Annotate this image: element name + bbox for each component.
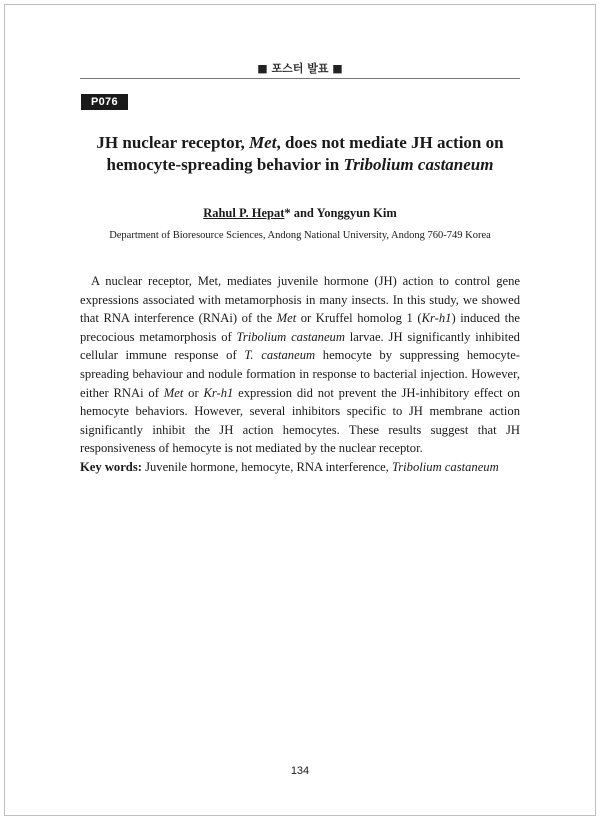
abstract-italic-4: T. castaneum [244,348,316,363]
abstract-italic-1: Met [276,311,297,326]
abstract-seg-1: A nuclear receptor, Met, mediates juvenile hormone (JH) action to control gene expressions associated with metamorphosis in many insects. In this study, we showed that RNA interference (RNAi) of the [80,274,520,326]
title-italic-species: Tribolium castaneum [343,155,494,174]
author-presenter: Rahul P. Hepat [203,206,285,220]
title-part-1: JH nuclear receptor, [96,133,250,152]
abstract-seg-6: or [183,385,204,400]
affiliation: Department of Bioresource Sciences, Andong National University, Andong 760-749 Korea [109,230,491,241]
page-number: 134 [290,765,310,777]
abstract-seg-4: larvae. JH significantly inhibited cellular immune response of [80,329,520,363]
abstract-italic-6: Kr-h1 [203,385,234,400]
abstract-seg-2: or Kruffel homolog 1 ( [296,311,422,326]
abstract-seg-3: ) induced the precocious metamorphosis of [80,311,520,344]
author-coauthor: Yonggyun Kim [316,206,397,220]
keywords-line [80,460,520,475]
section-header [0,60,600,76]
abstract-seg-7: expression did not prevent the JH-inhibitory effect on hemocyte behaviors. However, several inhibitors specific to JH membrane action significantly inhibit the JH action hemocytes. These results suggest that JH responsiveness of hemocyte is not mediated by the nuclear receptor. [80,385,520,456]
author-connector: and [290,206,317,220]
abstract-italic-3: Tribolium castaneum [236,329,345,344]
title-part-2: , does not mediate JH action on hemocyte-spreading behavior in [106,133,504,174]
keywords-label: Key words: [80,460,142,474]
poster-code-badge: P076 [81,94,128,110]
abstract-italic-2: Kr-h1 [421,311,452,326]
title-italic-met: Met [249,133,277,152]
keywords-text: Juvenile hormone, hemocyte, RNA interference, [141,460,392,474]
abstract-italic-5: Met [163,385,184,400]
paper-title [80,132,520,176]
presenter-mark: * [284,206,291,220]
keywords-italic: Tribolium castaneum [391,460,499,474]
section-header-label: ■ 포스터 발표 ■ [257,62,343,75]
header-divider [80,78,520,79]
author-line [0,206,600,221]
abstract-seg-5: hemocyte by suppressing hemocyte-spreading behaviour and nodule formation in response to bacterial injection. However, either RNAi of [80,348,520,400]
abstract-body [80,272,520,458]
